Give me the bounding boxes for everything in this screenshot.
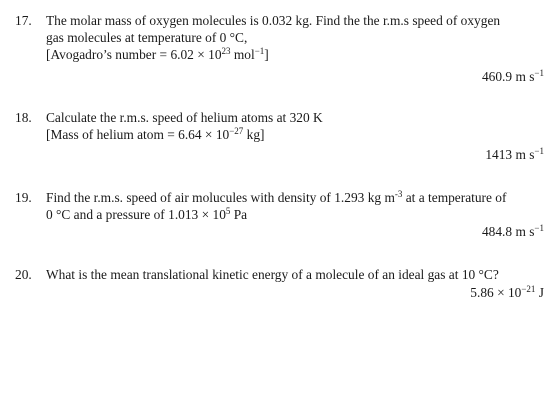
question-line: The molar mass of oxygen molecules is 0.032 kg. Find the the r.m.s speed of oxygen: [46, 13, 501, 28]
question-number: 17.: [15, 13, 32, 28]
answer: 1413 m $s^{-1}$: [485, 146, 544, 162]
question-line: [Avogadro’s number = $6.02 \times 10^{23}$ mol$^{-1}$]: [46, 46, 269, 62]
answer: 484.8 m $s^{-1}$: [481, 223, 544, 239]
question-number: 19.: [15, 190, 32, 205]
question-text: [46, 109, 554, 143]
question-text: [46, 12, 554, 63]
question-number: 18.: [15, 110, 32, 125]
answer: 460.9 m $s^{-1}$: [481, 68, 544, 84]
question-text: [46, 266, 554, 283]
question-line: [Mass of helium atom = $6.64 \times 10^{-27}$ kg]: [46, 126, 265, 142]
question-text: [46, 189, 554, 223]
question-number: 20.: [15, 267, 32, 282]
question-line: Calculate the r.m.s. speed of helium atoms at 320 K: [46, 110, 323, 125]
answer: $5.86 \times 10^{-21}$ J: [470, 284, 544, 300]
question-line: 0 °C and a pressure of $1.013 \times 10^5$ Pa: [46, 206, 248, 222]
question-line: Find the r.m.s. speed of air molucules with density of 1.293 kg $m^{-3}$ at a temperature of: [46, 189, 507, 205]
question-line: What is the mean translational kinetic energy of a molecule of an ideal gas at 10 °C?: [46, 267, 499, 282]
question-line: gas molecules at temperature of 0 °C,: [46, 30, 248, 45]
